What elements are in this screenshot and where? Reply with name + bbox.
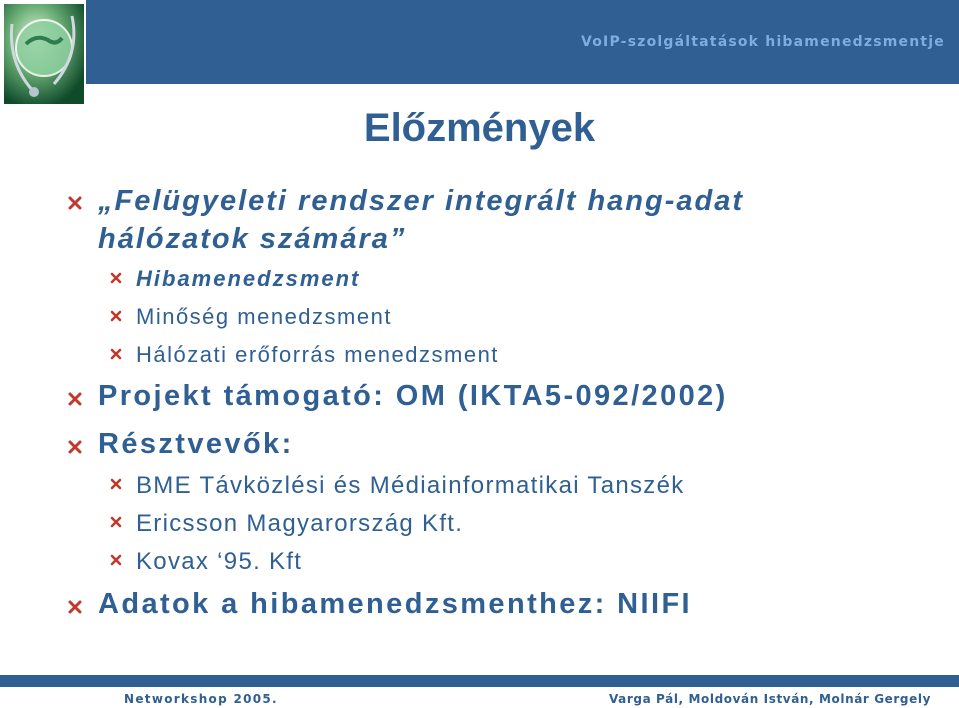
bullet-participants (68, 428, 294, 461)
globe-stethoscope-icon (4, 4, 84, 104)
bullet-text: Résztvevők: (98, 428, 294, 460)
bullet-text: Adatok a hibamenedzsmenthez: NIIFI (98, 588, 693, 620)
x-bullet-icon (110, 348, 122, 360)
bullet-text: Projekt támogató: OM (IKTA5-092/2002) (98, 380, 728, 412)
footer-event: Networkshop 2005. (124, 692, 278, 706)
bullet-text: Kovax ‘95. Kft (136, 548, 303, 575)
bullet-text: Hálózati erőforrás menedzsment (136, 342, 499, 367)
x-bullet-icon (68, 440, 82, 454)
x-bullet-icon (110, 516, 122, 528)
bullet-text: Minőség menedzsment (136, 304, 392, 329)
sub-bullet-participant-bme (110, 472, 685, 500)
x-bullet-icon (68, 600, 82, 614)
header-bar (86, 0, 959, 84)
x-bullet-icon (68, 196, 82, 210)
footer-bar (0, 675, 959, 687)
x-bullet-icon (110, 272, 122, 284)
header-title: VoIP-szolgáltatások hibamenedzsmentje (580, 34, 945, 50)
slide-title: Előzmények (363, 106, 596, 150)
bullet-text: Ericsson Magyarország Kft. (136, 510, 464, 537)
sub-bullet-participant-ericsson (110, 510, 463, 538)
x-bullet-icon (110, 310, 122, 322)
footer-authors: Varga Pál, Moldován István, Molnár Gergely (608, 692, 931, 706)
bullet-project-title (68, 182, 858, 258)
sub-bullet-participant-kovax (110, 548, 302, 576)
x-bullet-icon (110, 554, 122, 566)
bullet-data-source (68, 588, 692, 621)
bullet-text: „Felügyeleti rendszer integrált hang-adat hálózatok számára” (98, 185, 744, 255)
bullet-project-sponsor (68, 380, 728, 413)
x-bullet-icon (110, 478, 122, 490)
bullet-text: BME Távközlési és Médiainformatikai Tanszék (136, 472, 685, 499)
x-bullet-icon (68, 392, 82, 406)
bullet-text: Hibamenedzsment (136, 266, 361, 291)
sub-bullet-fault-management (110, 266, 360, 292)
sub-bullet-quality-management (110, 304, 392, 330)
sub-bullet-resource-management (110, 342, 499, 368)
